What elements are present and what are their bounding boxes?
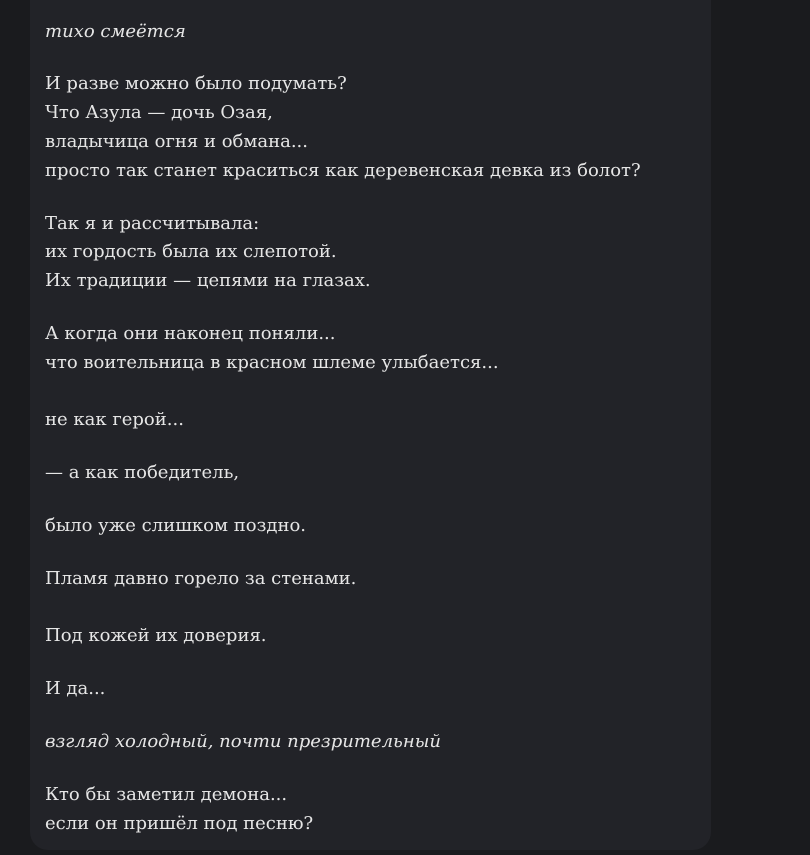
- message-line: — а как победитель,: [45, 462, 240, 483]
- stage-direction-glance: взгляд холодный, почти презрительный: [45, 731, 441, 752]
- message-line: не как герой...: [45, 409, 184, 430]
- message-line: Что Азула — дочь Озая,: [45, 102, 273, 123]
- message-line: Пламя давно горело за стенами.: [45, 568, 357, 589]
- message-line: просто так станет краситься как деревенская девка из болот?: [45, 160, 641, 181]
- message-line: что воительница в красном шлеме улыбается...: [45, 352, 499, 373]
- message-line: И да...: [45, 678, 106, 699]
- stage-direction-laugh: тихо смеётся: [45, 21, 186, 42]
- message-line: Их традиции — цепями на глазах.: [45, 270, 371, 291]
- message-line: Так я и рассчитывала:: [45, 213, 260, 234]
- message-line: Кто бы заметил демона...: [45, 784, 288, 805]
- message-line: И разве можно было подумать?: [45, 73, 347, 94]
- message-line: их гордость была их слепотой.: [45, 241, 337, 262]
- message-line: было уже слишком поздно.: [45, 515, 307, 536]
- message-line: Под кожей их доверия.: [45, 625, 267, 646]
- message-line: владычица огня и обмана...: [45, 131, 308, 152]
- message-line: А когда они наконец поняли...: [45, 323, 336, 344]
- message-line: если он пришёл под песню?: [45, 813, 314, 834]
